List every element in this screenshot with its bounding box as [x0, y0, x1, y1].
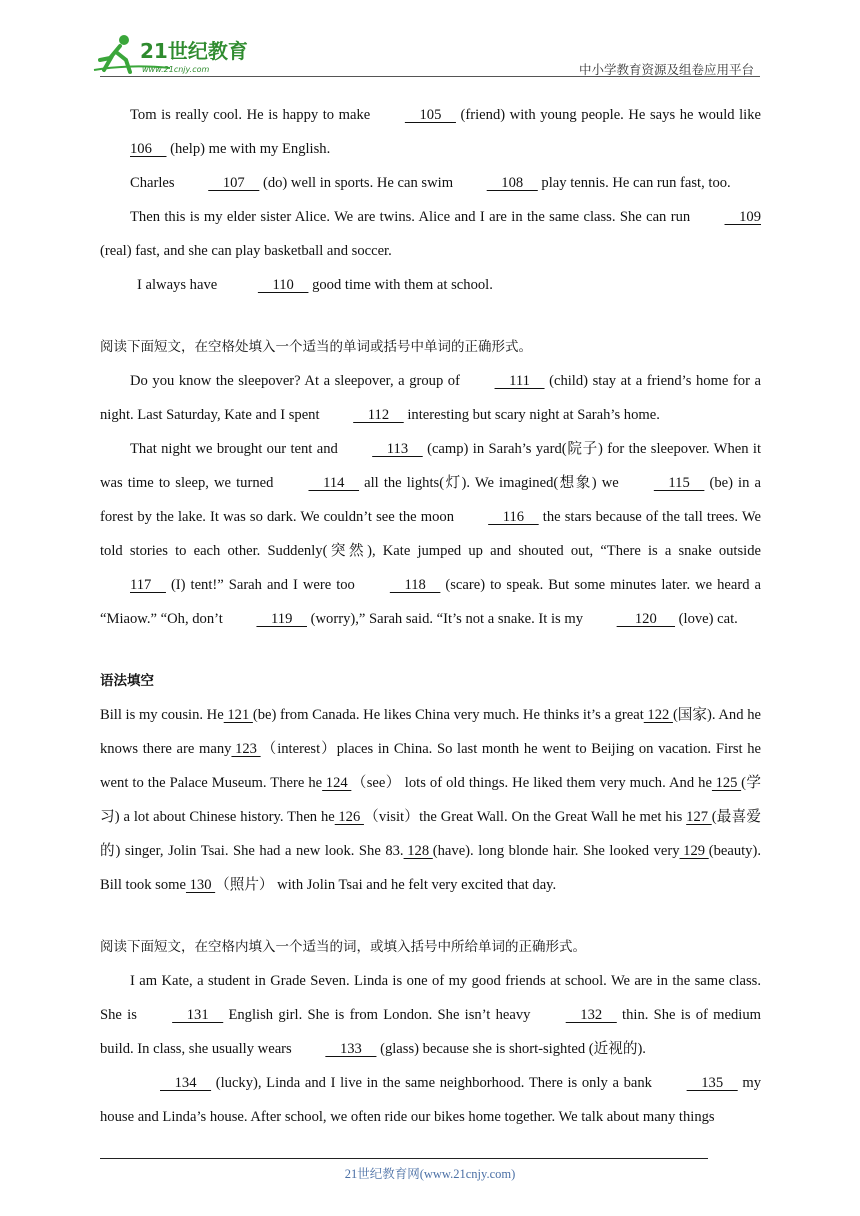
- blank-126: 126: [334, 809, 364, 825]
- section3-title: 语法填空: [100, 673, 154, 689]
- blank-129: 129: [679, 843, 709, 859]
- section3-paragraph1: Bill is my cousin. He 121 (be) from Canada. He likes China very much. He thinks it’s a great 122 (国家). And he knows there are many 123 （interest）places in China. So last month he went to Beijing on vacation. First he went to the Palace Museum. There he 124 （see） lots of old things. He liked them very much. And he 125 (学习) a lot about Chinese history. Then he 126 （visit）the Great Wall. On the Great Wall he met his 127 (最喜爱的) singer, Jolin Tsai. She had a new look. She 83. 128 (have). long blonde hair. She looked very 129 (beauty). Bill took some 130 （照片） with Jolin Tsai and he felt very excited that day.: [100, 698, 761, 902]
- section2-paragraph1: Do you know the sleepover? At a sleepover, a group of 111 (child) stay at a friend’s home for a night. Last Saturday, Kate and I spent 112 interesting but scary night at Sarah’s home.: [100, 364, 761, 432]
- blank-112: 112: [353, 407, 404, 423]
- blank-109: 109: [724, 209, 761, 225]
- blank-130: 130: [185, 877, 216, 893]
- blank-110: 110: [257, 277, 309, 293]
- svg-text:www.21cnjy.com: www.21cnjy.com: [142, 65, 210, 74]
- blank-120: 120: [616, 611, 676, 627]
- blank-108: 108: [486, 175, 538, 191]
- blank-125: 125: [711, 775, 742, 791]
- blank-121: 121: [223, 707, 253, 723]
- passage1-paragraph2: Charles 107 (do) well in sports. He can swim 108 play tennis. He can run fast, too.: [100, 166, 761, 200]
- blank-113: 113: [372, 441, 423, 457]
- blank-117: 117: [130, 577, 166, 593]
- passage1-paragraph4: I always have 110 good time with them at school.: [100, 268, 761, 302]
- blank-132: 132: [565, 1007, 617, 1023]
- blank-119: 119: [256, 611, 307, 627]
- section2-instruction: 阅读下面短文，在空格处填入一个适当的单词或括号中单词的正确形式。: [100, 339, 532, 355]
- platform-title: 中小学教育资源及组卷应用平台: [578, 62, 754, 77]
- blank-134: 134: [160, 1075, 212, 1091]
- section4-instruction: 阅读下面短文，在空格内填入一个适当的词，或填入括号中所给单词的正确形式。: [100, 939, 586, 955]
- blank-122: 122: [643, 707, 673, 723]
- footer-text: 21世纪教育网(www.21cnjy.com): [344, 1167, 516, 1181]
- section4-paragraph2: 134 (lucky), Linda and I live in the same neighborhood. There is only a bank 135 my house and Linda’s house. After school, we often ride our bikes home together. We talk about many things: [100, 1066, 761, 1134]
- footer-divider: [100, 1158, 708, 1159]
- blank-115: 115: [653, 475, 705, 491]
- blank-123: 123: [231, 741, 261, 757]
- blank-116: 116: [488, 509, 539, 525]
- blank-118: 118: [389, 577, 441, 593]
- blank-127: 127: [686, 809, 712, 825]
- blank-105: 105: [404, 107, 456, 123]
- blank-124: 124: [322, 775, 352, 791]
- header-divider: [100, 76, 760, 77]
- section4-paragraph1: I am Kate, a student in Grade Seven. Linda is one of my good friends at school. We are in the same class. She is 131 English girl. She is from London. She isn’t heavy 132 thin. She is of medium build. In class, she usually wears 133 (glass) because she is short-sighted (近视的).: [100, 964, 761, 1066]
- blank-135: 135: [686, 1075, 738, 1091]
- page-header: [90, 30, 760, 78]
- svg-text:21世纪教育: 21世纪教育: [140, 39, 248, 63]
- blank-111: 111: [494, 373, 545, 389]
- blank-114: 114: [308, 475, 360, 491]
- document-body: [100, 98, 761, 1134]
- blank-107: 107: [208, 175, 260, 191]
- blank-106: 106: [130, 141, 167, 157]
- logo-21cnjy: [90, 30, 260, 78]
- passage1-paragraph3: Then this is my elder sister Alice. We are twins. Alice and I are in the same class. She can run 109 (real) fast, and she can play basketball and soccer.: [100, 200, 761, 268]
- blank-131: 131: [172, 1007, 224, 1023]
- passage1-paragraph1: Tom is really cool. He is happy to make 105 (friend) with young people. He says he would like 106 (help) me with my English.: [100, 98, 761, 166]
- blank-133: 133: [325, 1041, 377, 1057]
- blank-128: 128: [403, 843, 433, 859]
- section2-paragraph2: That night we brought our tent and 113 (camp) in Sarah’s yard(院子) for the sleepover. When it was time to sleep, we turned 114 all the lights(灯). We imagined(想象) we 115 (be) in a forest by the lake. It was so dark. We couldn’t see the moon 116 the stars because of the tall trees. We told stories to each other. Suddenly(突然), Kate jumped up and shouted out, “There is a snake outside 117 (I) tent!” Sarah and I were too 118 (scare) to speak. But some minutes later. we heard a “Miaow.” “Oh, don’t 119 (worry),” Sarah said. “It’s not a snake. It is my 120 (love) cat.: [100, 432, 761, 636]
